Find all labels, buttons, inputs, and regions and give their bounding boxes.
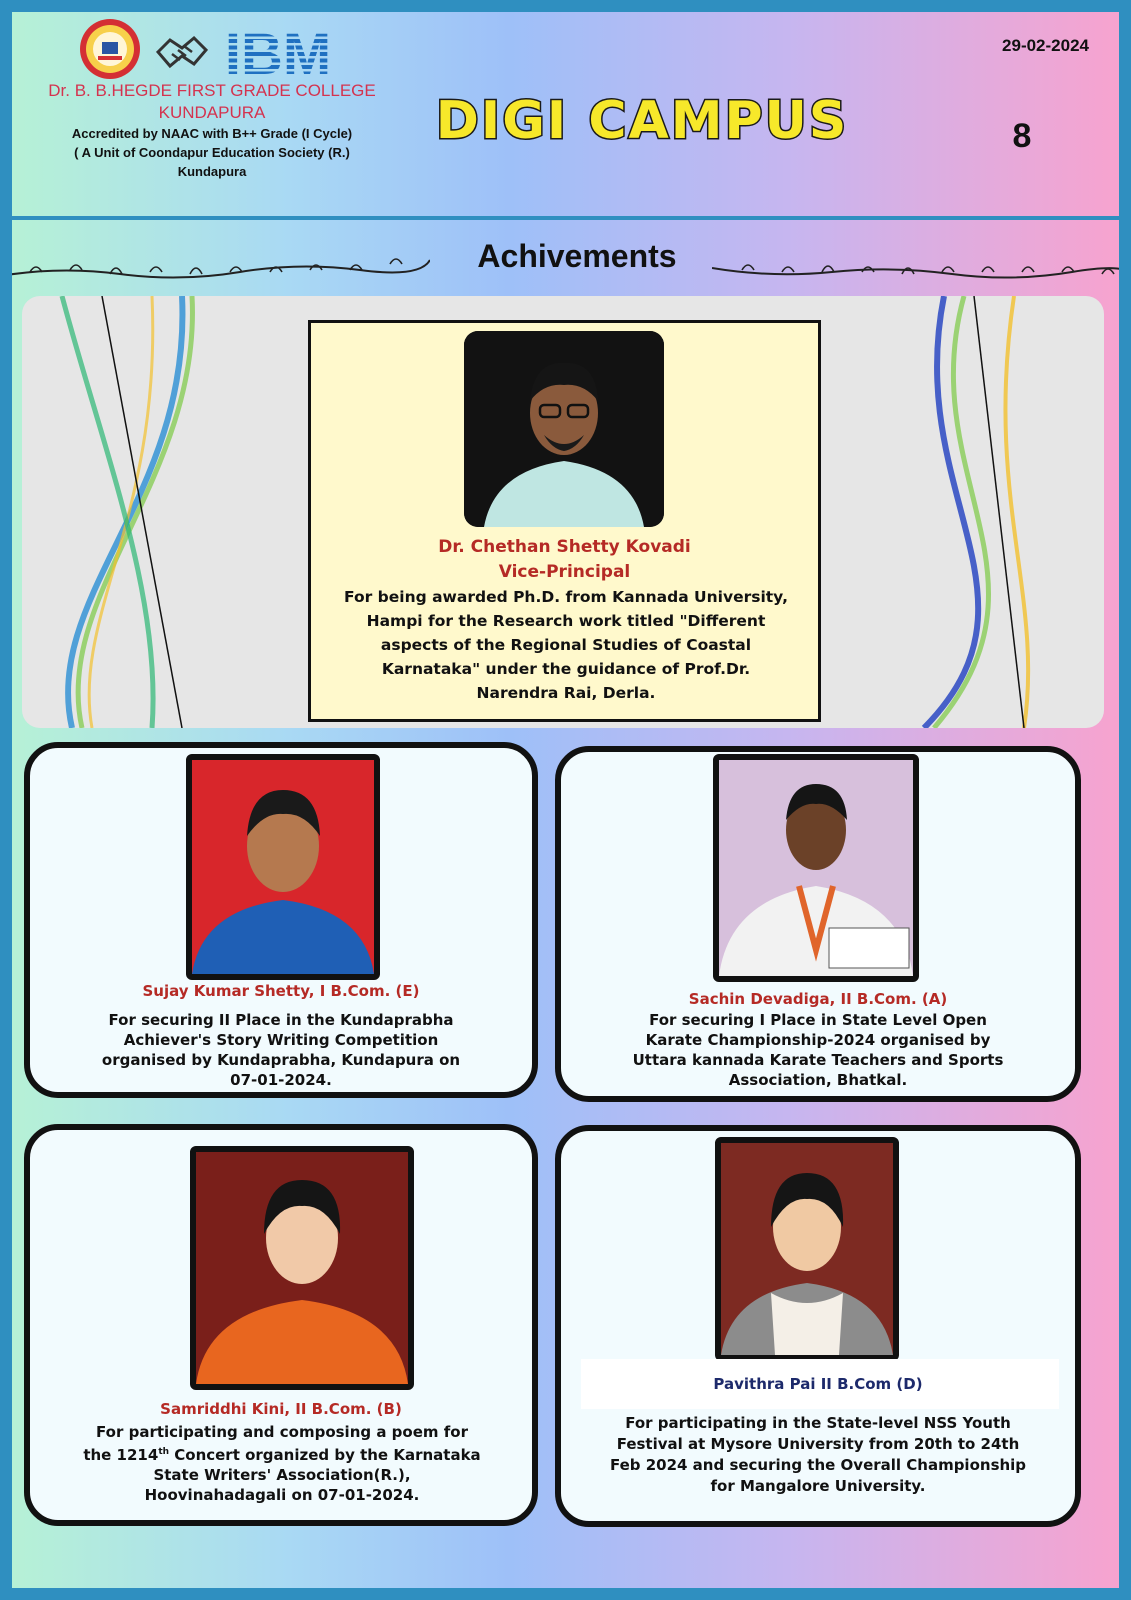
svg-text:IBM: IBM [224, 26, 332, 78]
logo-group [76, 18, 356, 84]
student-description-2: For securing I Place in State Level Open Karate Championship-2024 organised by Uttara kannada Karate Teachers and Sports Association, Bhatkal. [632, 1011, 1004, 1089]
student-photo-1 [186, 754, 380, 980]
featured-panel [22, 296, 1104, 728]
vine-ornament-right [712, 248, 1119, 288]
student-description-3-part2: Concert organized by the Karnataka State Writers' Association(R.), Hoovinahadagali on 07-01-2024. [144, 1446, 481, 1504]
page-number: 8 [1012, 117, 1032, 155]
person-silhouette-icon [192, 760, 374, 974]
college-seal-logo [76, 18, 144, 80]
featured-designation: Vice-Principal [498, 562, 631, 582]
college-name: Dr. B. B.HEGDE FIRST GRADE COLLEGE KUNDAPURA [48, 81, 376, 122]
student-card-4 [555, 1125, 1081, 1527]
student-card-3 [24, 1124, 538, 1526]
ribbon-decoration-left [42, 296, 202, 728]
ribbon-decoration-right [904, 296, 1064, 728]
student-description-3-part1: For participating and composing a poem for the 1214 [83, 1423, 468, 1464]
location-text: Kundapura [177, 164, 247, 179]
superscript-th: th [158, 1447, 170, 1457]
person-silhouette-icon [719, 760, 913, 976]
student-description-4: For participating in the State-level NSS Youth Festival at Mysore University from 20th to 24th Feb 2024 and securing the Overall Championship for Mangalore University. [609, 1414, 1027, 1495]
student-description-1: For securing II Place in the Kundaprabha Achiever's Story Writing Competition organised by Kundaprabha, Kundapura on 07-01-2024. [101, 1011, 461, 1089]
person-silhouette-icon [464, 331, 664, 527]
newsletter-title-text: DIGI CAMPUS [435, 91, 849, 151]
student-name-3: Samriddhi Kini, II B.Com. (B) [160, 1400, 402, 1418]
handshake-icon [154, 30, 210, 74]
accreditation-text: Accredited by NAAC with B++ Grade (I Cycle) [71, 126, 353, 141]
student-card-1 [24, 742, 538, 1098]
ibm-logo [208, 26, 348, 78]
student-name-2: Sachin Devadiga, II B.Com. (A) [688, 990, 948, 1008]
person-silhouette-icon [196, 1152, 408, 1384]
newsletter-page [12, 12, 1119, 1588]
person-silhouette-icon [721, 1143, 893, 1355]
featured-description: For being awarded Ph.D. from Kannada University, Hampi for the Research work titled "Different aspects of the Regional Studies of Coastal Karnataka" under the guidance of Prof.Dr. Narendra Rai, Derla. [344, 588, 788, 702]
featured-name: Dr. Chethan Shetty Kovadi [438, 537, 691, 557]
accreditation-block [42, 124, 382, 181]
featured-achievement-card [308, 320, 821, 722]
student-name-1: Sujay Kumar Shetty, I B.Com. (E) [142, 982, 420, 1000]
newsletter-title [422, 82, 862, 154]
issue-date: 29-02-2024 [1002, 36, 1089, 55]
student-photo-2 [713, 754, 919, 982]
section-title: Achivements [477, 238, 677, 274]
unit-text: ( A Unit of Coondapur Education Society (R.) [74, 145, 350, 160]
vine-ornament-left [12, 248, 430, 288]
student-photo-3 [190, 1146, 414, 1390]
header-divider [12, 216, 1119, 220]
student-description-3 [82, 1422, 482, 1505]
featured-name-block [311, 535, 818, 585]
student-name-4: Pavithra Pai II B.Com (D) [713, 1375, 923, 1393]
header [12, 12, 1119, 215]
student-card-2 [555, 746, 1081, 1102]
student-photo-4 [715, 1137, 899, 1361]
featured-photo [464, 331, 664, 527]
